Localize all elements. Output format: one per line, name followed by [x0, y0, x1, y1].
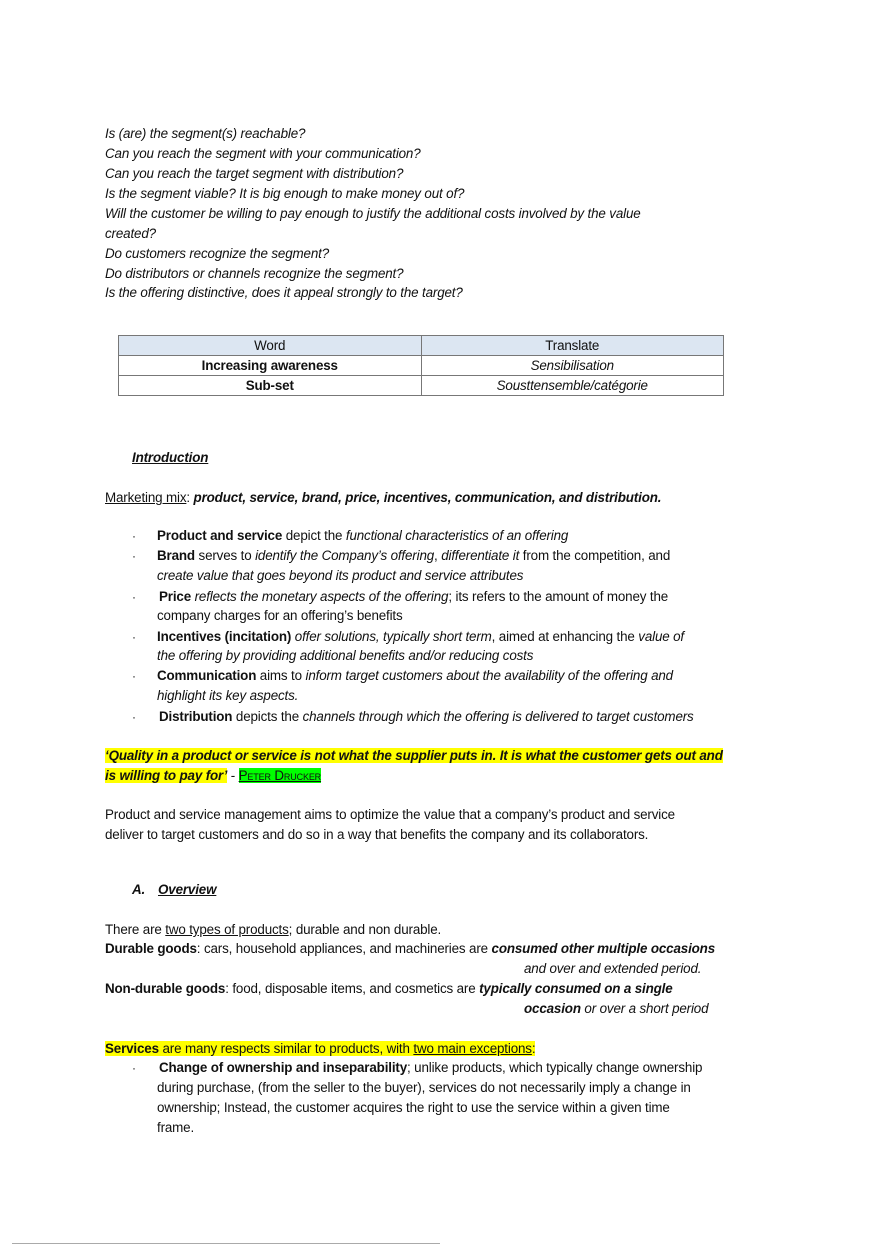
text: There are — [105, 922, 166, 937]
list-item-continued: the offering by providing additional benefits and/or reducing costs — [157, 648, 534, 663]
bullet-icon: · — [132, 590, 136, 604]
bullet-icon: · — [132, 549, 136, 563]
text: : cars, household appliances, and machineries are — [196, 941, 492, 956]
question: Do customers recognize the segment? — [105, 246, 329, 261]
text: value of — [638, 629, 684, 644]
bullet-icon: · — [132, 630, 136, 644]
question: Is the segment viable? It is big enough to make money out of? — [105, 186, 465, 201]
table-header: Translate — [421, 336, 724, 356]
table-header-row — [119, 336, 724, 356]
list-item-continued: create value that goes beyond its product and service attributes — [157, 568, 524, 583]
term: Communication — [157, 668, 257, 683]
term: Change of ownership and inseparability — [159, 1060, 408, 1075]
list-item — [159, 587, 668, 607]
text: consumed other multiple occasions — [491, 941, 715, 956]
text: : — [531, 1041, 536, 1056]
term: Brand — [157, 548, 195, 563]
text: depict the — [282, 528, 346, 543]
overview-heading: Overview — [158, 882, 217, 897]
text: , aimed at enhancing the — [491, 629, 639, 644]
text: ; its refers to the amount of money the — [448, 589, 669, 604]
question: Do distributors or channels recognize the segment? — [105, 266, 404, 281]
term: Product and service — [157, 528, 283, 543]
list-item — [157, 627, 684, 647]
list-item — [157, 666, 673, 686]
marketing-mix-label: Marketing mix — [105, 490, 187, 505]
text: inform target customers about the availability of the offering and — [305, 668, 673, 683]
bullet-icon: · — [132, 529, 136, 543]
paragraph-line: deliver to target customers and do so in a way that benefits the company and its collaborators. — [105, 827, 649, 842]
term: Incentives (incitation) — [157, 629, 292, 644]
marketing-mix-text: product, service, brand, price, incentives, communication, and distribution. — [189, 490, 662, 505]
term: Non-durable goods — [105, 981, 226, 996]
introduction-heading: Introduction — [132, 450, 209, 465]
bullet-icon: · — [132, 669, 136, 683]
text: are many respects similar to products, with — [158, 1041, 414, 1056]
question: Is (are) the segment(s) reachable? — [105, 126, 306, 141]
list-item — [159, 707, 694, 727]
text: : food, disposable items, and cosmetics are — [225, 981, 480, 996]
list-item — [159, 1058, 702, 1078]
list-item — [157, 546, 670, 566]
text: functional characteristics of an offering — [345, 528, 569, 543]
table-cell: Sub-set — [119, 376, 422, 396]
list-item-continued: ownership; Instead, the customer acquires the right to use the service within a given time — [157, 1100, 670, 1115]
list-item-continued: highlight its key aspects. — [157, 688, 299, 703]
table-header: Word — [119, 336, 422, 356]
text: ; unlike products, which typically change ownership — [407, 1060, 703, 1075]
table-cell: Sensibilisation — [421, 356, 724, 376]
text: , — [434, 548, 442, 563]
text: identify the Company’s offering — [255, 548, 435, 563]
bullet-icon: · — [132, 1061, 136, 1075]
dash: - — [227, 768, 239, 783]
term: Price — [159, 589, 192, 604]
table-row — [119, 376, 724, 396]
text: from the competition, and — [519, 548, 671, 563]
text: typically consumed on a single — [479, 981, 673, 996]
text: differentiate it — [441, 548, 520, 563]
text: two main exceptions — [413, 1041, 532, 1056]
text: or over a short period — [580, 1001, 709, 1016]
marketing-mix-line — [105, 488, 661, 508]
footer-divider — [12, 1243, 440, 1244]
table-cell: Sousttensemble/catégorie — [421, 376, 724, 396]
text: serves to — [194, 548, 256, 563]
text: ; durable and non durable. — [288, 922, 442, 937]
text: aims to — [256, 668, 306, 683]
question: created? — [105, 226, 156, 241]
list-item-continued: during purchase, (from the seller to the buyer), services do not necessarily imply a change in — [157, 1080, 691, 1095]
question: Can you reach the target segment with distribution? — [105, 166, 404, 181]
text: channels through which the offering is delivered to target customers — [302, 709, 694, 724]
list-item — [157, 526, 568, 546]
term: Distribution — [159, 709, 233, 724]
question: Will the customer be willing to pay enough to justify the additional costs involved by the value — [105, 206, 641, 221]
question: Is the offering distinctive, does it appeal strongly to the target? — [105, 285, 463, 300]
section-letter: A. — [132, 882, 146, 897]
text: reflects the monetary aspects of the offering — [194, 589, 449, 604]
term: Durable goods — [105, 941, 197, 956]
paragraph-line: Product and service management aims to optimize the value that a company’s product and service — [105, 807, 675, 822]
text: two types of products — [165, 922, 289, 937]
list-item-continued: company charges for an offering’s benefits — [157, 608, 403, 623]
types-line — [105, 920, 441, 940]
table-cell: Increasing awareness — [119, 356, 422, 376]
text: depicts the — [232, 709, 303, 724]
nondurable-line — [105, 979, 673, 999]
nondurable-line-continued — [524, 999, 708, 1019]
colon: : — [186, 490, 190, 505]
quote-text: ‘Quality in a product or service is not what the supplier puts in. It is what the customer gets out and — [105, 748, 723, 763]
text: offer solutions, typically short term — [294, 629, 492, 644]
quote-text: is willing to pay for’ — [105, 768, 228, 783]
table-row — [119, 356, 724, 376]
translation-table — [118, 335, 724, 396]
question: Can you reach the segment with your communication? — [105, 146, 421, 161]
durable-line — [105, 939, 715, 959]
durable-line-continued: and over and extended period. — [524, 961, 702, 976]
list-item-continued: frame. — [157, 1120, 195, 1135]
quote-author: Peter Drucker — [238, 768, 322, 783]
bullet-icon: · — [132, 710, 136, 724]
text: occasion — [524, 1001, 581, 1016]
term: Services — [105, 1041, 159, 1056]
services-line — [105, 1039, 535, 1059]
